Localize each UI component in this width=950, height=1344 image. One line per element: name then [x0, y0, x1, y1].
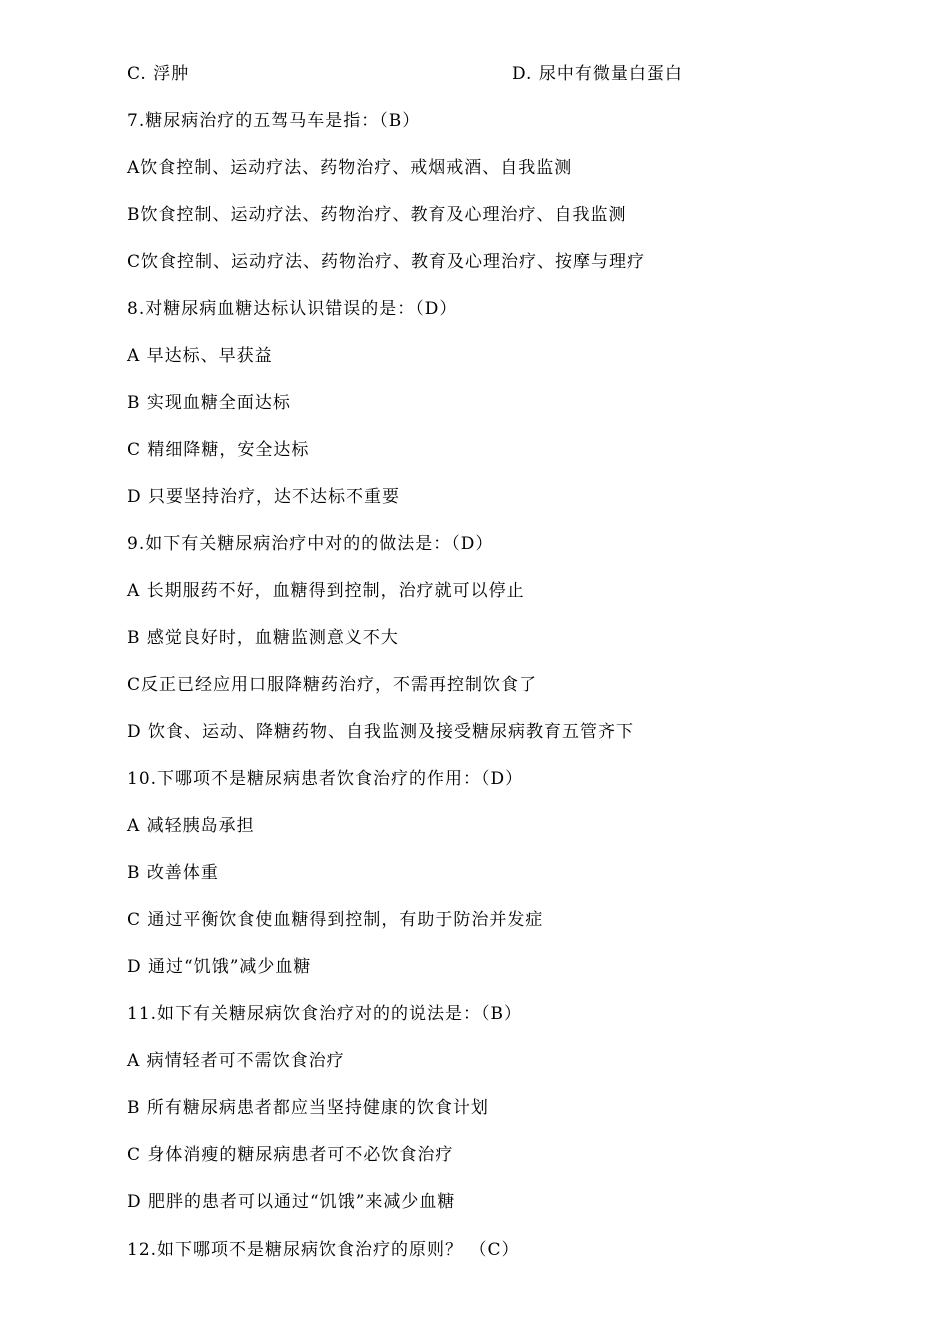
option-line: C 通过平衡饮食使血糖得到控制，有助于防治并发症: [127, 910, 544, 930]
option-line: C 身体消瘦的糖尿病患者可不必饮食治疗: [127, 1145, 454, 1165]
option-line: B 改善体重: [127, 863, 219, 883]
option-line: C反正已经应用口服降糖药治疗，不需再控制饮食了: [127, 675, 538, 695]
question-9: 9.如下有关糖尿病治疗中对的的做法是：（D）: [127, 534, 494, 554]
question-7: 7.糖尿病治疗的五驾马车是指：（B）: [127, 111, 421, 131]
question-10: 10.下哪项不是糖尿病患者饮食治疗的作用：（D）: [127, 769, 524, 789]
option-c: C. 浮肿: [127, 64, 190, 84]
question-12: 12.如下哪项不是糖尿病饮食治疗的原则？ （C）: [127, 1240, 520, 1260]
option-line: A饮食控制、运动疗法、药物治疗、戒烟戒酒、自我监测: [127, 158, 573, 178]
option-line: B 实现血糖全面达标: [127, 393, 291, 413]
option-line: B饮食控制、运动疗法、药物治疗、教育及心理治疗、自我监测: [127, 205, 627, 225]
option-line: C 精细降糖，安全达标: [127, 440, 310, 460]
option-line: B 所有糖尿病患者都应当坚持健康的饮食计划: [127, 1098, 489, 1118]
option-line: C饮食控制、运动疗法、药物治疗、教育及心理治疗、按摩与理疗: [127, 252, 646, 272]
option-d: D. 尿中有微量白蛋白: [512, 64, 683, 84]
option-line: D 只要坚持治疗，达不达标不重要: [127, 487, 401, 507]
option-line: A 减轻胰岛承担: [127, 816, 255, 836]
option-line: D 饮食、运动、降糖药物、自我监测及接受糖尿病教育五管齐下: [127, 722, 635, 742]
option-line: B 感觉良好时，血糖监测意义不大: [127, 628, 399, 648]
option-line: D 肥胖的患者可以通过“饥饿”来减少血糖: [127, 1192, 456, 1212]
option-line: A 长期服药不好，血糖得到控制，治疗就可以停止: [127, 581, 525, 601]
option-line: A 早达标、早获益: [127, 346, 273, 366]
question-11: 11.如下有关糖尿病饮食治疗对的的说法是：（B）: [127, 1004, 523, 1024]
option-line: D 通过“饥饿”减少血糖: [127, 957, 312, 977]
option-line: A 病情轻者可不需饮食治疗: [127, 1051, 345, 1071]
question-8: 8.对糖尿病血糖达标认识错误的是：（D）: [127, 299, 458, 319]
option-row: [127, 59, 683, 89]
